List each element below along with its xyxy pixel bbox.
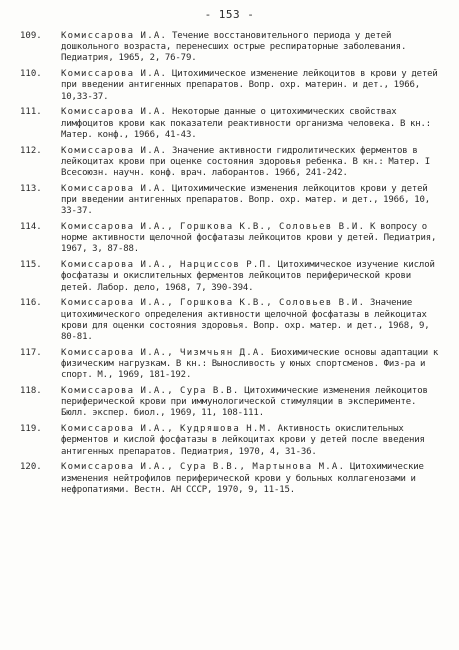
entry-citation: Цитохимические изменения нейтрофилов периферической крови у больных коллагенозами и нефропатиями. Вестн. АН СССР, 1970, 9, 11-15.	[61, 462, 424, 495]
bibliography-list	[20, 31, 439, 496]
entry-author: Комиссарова И.А., Горшкова К.В., Соловьев В.И.	[61, 222, 366, 233]
entry-author: Комиссарова И.А.	[61, 145, 168, 156]
entry-number: 120.	[20, 462, 42, 473]
entry-number: 110.	[20, 69, 42, 80]
entry-author: Комиссарова И.А., Сура В.В., Мартынова М.А.	[61, 462, 346, 473]
page-number: - 153 -	[204, 8, 255, 21]
bibliography-entry	[20, 146, 439, 180]
entry-number: 112.	[20, 145, 42, 156]
bibliography-entry	[20, 69, 439, 103]
entry-number: 118.	[20, 386, 42, 397]
entry-author: Комиссарова И.А., Сура В.В.	[61, 386, 240, 397]
entry-number: 116.	[20, 298, 42, 309]
entry-citation: Цитохимическое изменение лейкоцитов в крови у детей при введении антигенных препаратов. Вопр. охр. материн. и дет., 1966, 10,33-37.	[61, 69, 438, 102]
entry-author: Комиссарова И.А.	[61, 69, 168, 80]
entry-number: 117.	[20, 347, 42, 358]
bibliography-entry	[20, 348, 439, 382]
entry-citation: Активность окислительных ферментов и кислой фосфатазы в лейкоцитах крови у детей после введения антигенных препаратов. Педиатрия, 1970, 4, 31-36.	[61, 424, 425, 457]
entry-number: 109.	[20, 31, 42, 41]
entry-number: 113.	[20, 183, 42, 194]
bibliography-entry	[20, 298, 439, 343]
bibliography-entry	[20, 184, 439, 218]
entry-citation: Некоторые данные о цитохимических свойствах лимфоцитов крови как показатели реактивности организма человека. В кн.: Матер. конф., 1966, 41-43.	[61, 107, 432, 140]
entry-author: Комиссарова И.А., Чизмчьян Д.А.	[61, 347, 267, 358]
entry-author: Комиссарова И.А., Кудряшова Н.М.	[61, 424, 273, 435]
bibliography-entry	[20, 222, 439, 256]
entry-citation: Значение цитохимического определения активности щелочной фосфатазы в лейкоцитах крови для оценки состояния здоровья. Вопр. охр. матер. и дет., 1968, 9, 80-81.	[61, 298, 430, 343]
bibliography-entry	[20, 31, 439, 65]
entry-number: 111.	[20, 107, 42, 118]
bibliography-entry	[20, 260, 439, 294]
entry-author: Комиссарова И.А.	[61, 107, 168, 118]
entry-number: 114.	[20, 222, 42, 233]
entry-author: Комиссарова И.А., Горшкова К.В., Соловьев В.И.	[61, 298, 366, 309]
entry-citation: Течение восстановительного периода у детей дошкольного возраста, перенесших острые респираторные заболевания. Педиатрия, 1965, 2, 76-79.	[61, 31, 407, 64]
entry-citation: Цитохимические изменения лейкоцитов крови у детей при введении антигенных препаратов. Вопр. охр. матер. и дет., 1966, 10, 33-37.	[61, 183, 431, 217]
entry-number: 115.	[20, 260, 42, 271]
entry-number: 119.	[20, 424, 42, 435]
bibliography-entry	[20, 386, 439, 420]
bibliography-entry	[20, 424, 439, 458]
entry-author: Комиссарова И.А.	[61, 31, 168, 41]
entry-author: Комиссарова И.А., Нарциссов Р.П.	[61, 260, 273, 271]
entry-citation: Цитохимическое изучение кислой фосфатазы и окислительных ферментов лейкоцитов периферической крови детей. Лабор. дело, 1968, 7, 390-394.	[61, 260, 435, 293]
entry-citation: Значение активности гидролитических ферментов в лейкоцитах крови при оценке состояния здоровья ребенка. В кн.: Матер. I Всесоюзн. научн. конф. врач. лаборантов. 1966, 241-242.	[61, 145, 431, 179]
entry-author: Комиссарова И.А.	[61, 183, 168, 194]
entry-citation: Цитохимические изменения лейкоцитов периферической крови при иммунологической стимуляции в эксперименте. Бюлл. экспер. биол., 1969, 11, 108-111.	[61, 386, 428, 419]
entry-citation: К вопросу о норме активности щелочной фосфатазы лейкоцитов крови у детей. Педиатрия, 1967, 3, 87-88.	[61, 222, 437, 255]
bibliography-entry	[20, 107, 439, 141]
bibliography-entry	[20, 462, 439, 496]
entry-citation: Биохимические основы адаптации к физическим нагрузкам. В кн.: Выносливость у юных спортсменов. Физ-ра и спорт. М., 1969, 181-192.	[61, 347, 439, 381]
